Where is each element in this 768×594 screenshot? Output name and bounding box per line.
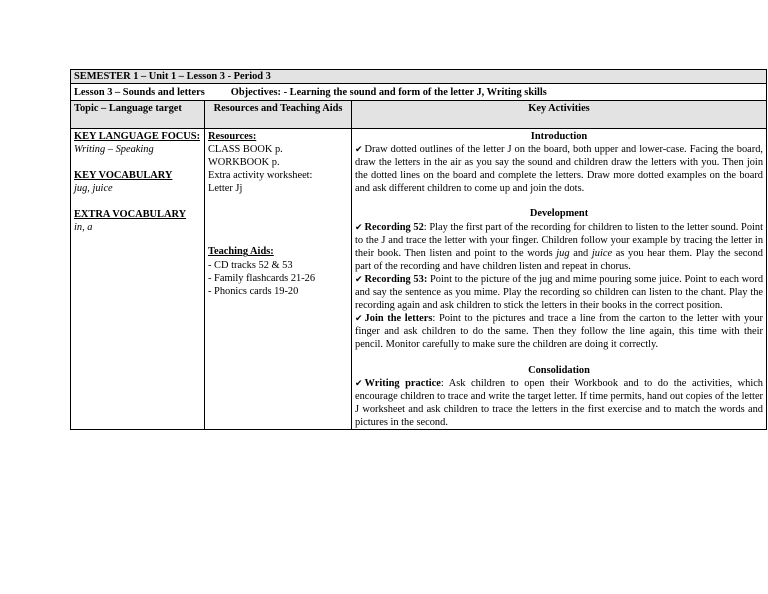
check-icon: ✔: [355, 313, 363, 324]
resource-item: WORKBOOK p.: [208, 157, 280, 169]
join-letters-text: ✔ Join the letters: Point to the pictures and trace a line from the carton to the letter with your finger and ask children to do the same. Then they follow the line again, this time with their pencil. Monitor carefully to make sure the children are doing it correctly.: [355, 313, 764, 351]
development-title: Development: [529, 208, 589, 220]
key-language-value: Writing – Speaking: [74, 144, 154, 156]
lesson-plan-table: [70, 69, 767, 430]
lesson-title: Lesson 3 – Sounds and letters: [74, 87, 205, 98]
vocab-word-juice: juice: [591, 247, 613, 259]
semester-title: SEMESTER 1 – Unit 1 – Lesson 3 - Period 3: [71, 70, 767, 84]
topic-cell: [71, 129, 205, 430]
recording-52-label: Recording 52: [364, 221, 424, 233]
extra-vocabulary-value: in, a: [74, 222, 93, 234]
lesson-row: [71, 84, 767, 101]
introduction-title: Introduction: [530, 131, 588, 142]
content-row: [71, 129, 767, 430]
check-icon: ✔: [355, 221, 363, 232]
resources-title: Resources:: [208, 131, 257, 142]
vocab-word-jug: jug: [556, 247, 570, 259]
column-header-row: [71, 101, 767, 129]
resource-item: Letter Jj: [208, 183, 243, 195]
teaching-aid-item: - Phonics cards 19-20: [208, 285, 299, 297]
check-icon: ✔: [355, 273, 363, 284]
key-vocabulary-value: jug, juice: [74, 183, 113, 195]
introduction-text: ✔ Draw dotted outlines of the letter J on the board, both upper and lower-case. Facing the board, draw the letters in the air as you say the sound and children draw the letters with you. Then join the dotted lines on the board and complete the letters. Draw more dotted examples on the board and ask different children to come up and join the dots.: [355, 144, 764, 195]
key-vocabulary-title: KEY VOCABULARY: [74, 170, 173, 182]
teaching-aids-title: Teaching Aids:: [208, 246, 274, 258]
recording-53-label: Recording 53:: [364, 273, 428, 285]
col-header-topic: Topic – Language target: [71, 101, 205, 129]
teaching-aid-item: - CD tracks 52 & 53: [208, 259, 293, 271]
check-icon: ✔: [355, 144, 363, 155]
key-language-title: KEY LANGUAGE FOCUS:: [74, 131, 201, 142]
join-letters-label: Join the letters: [364, 313, 433, 325]
lesson-plan-page: [70, 69, 766, 430]
resource-item: Extra activity worksheet:: [208, 170, 313, 182]
consolidation-title: Consolidation: [528, 364, 590, 376]
teaching-aid-item: - Family flashcards 21-26: [208, 272, 316, 284]
activities-cell: [352, 129, 767, 430]
extra-vocabulary-title: EXTRA VOCABULARY: [74, 209, 187, 221]
check-icon: ✔: [355, 377, 363, 388]
resources-cell: [205, 129, 352, 430]
recording-53-text: ✔ Recording 53: Point to the picture of the jug and mime pouring some juice. Point to each word and say the sentence as you mime. Play the recording so children can listen to the chant. Play the recording again and ask children to stick the letters in their books in the correct position.: [355, 273, 764, 312]
resource-item: CLASS BOOK p.: [208, 144, 283, 156]
writing-practice-label: Writing practice: [364, 377, 441, 389]
recording-52-text: ✔ Recording 52: Play the first part of the recording for children to listen to the letter sound. Point to the J and trace the letter with your finger. Children follow your example by tracing the letter in their book. Then listen and point to the words jug and juice as you hear them. Play the second part of the recording and have children listen and repeat in chorus.: [355, 221, 764, 272]
col-header-activities: Key Activities: [352, 101, 767, 129]
writing-practice-text: ✔ Writing practice: Ask children to open their Workbook and to do the activities, which encourage children to trace and write the target letter. If time permits, hand out copies of the letter J worksheet and ask children to trace the letters in the first exercise and to match the words and pictures in the second.: [355, 377, 764, 428]
semester-row: [71, 70, 767, 84]
lesson-objectives: Objectives: - Learning the sound and form of the letter J, Writing skills: [230, 87, 547, 98]
col-header-resources: Resources and Teaching Aids: [205, 101, 352, 129]
